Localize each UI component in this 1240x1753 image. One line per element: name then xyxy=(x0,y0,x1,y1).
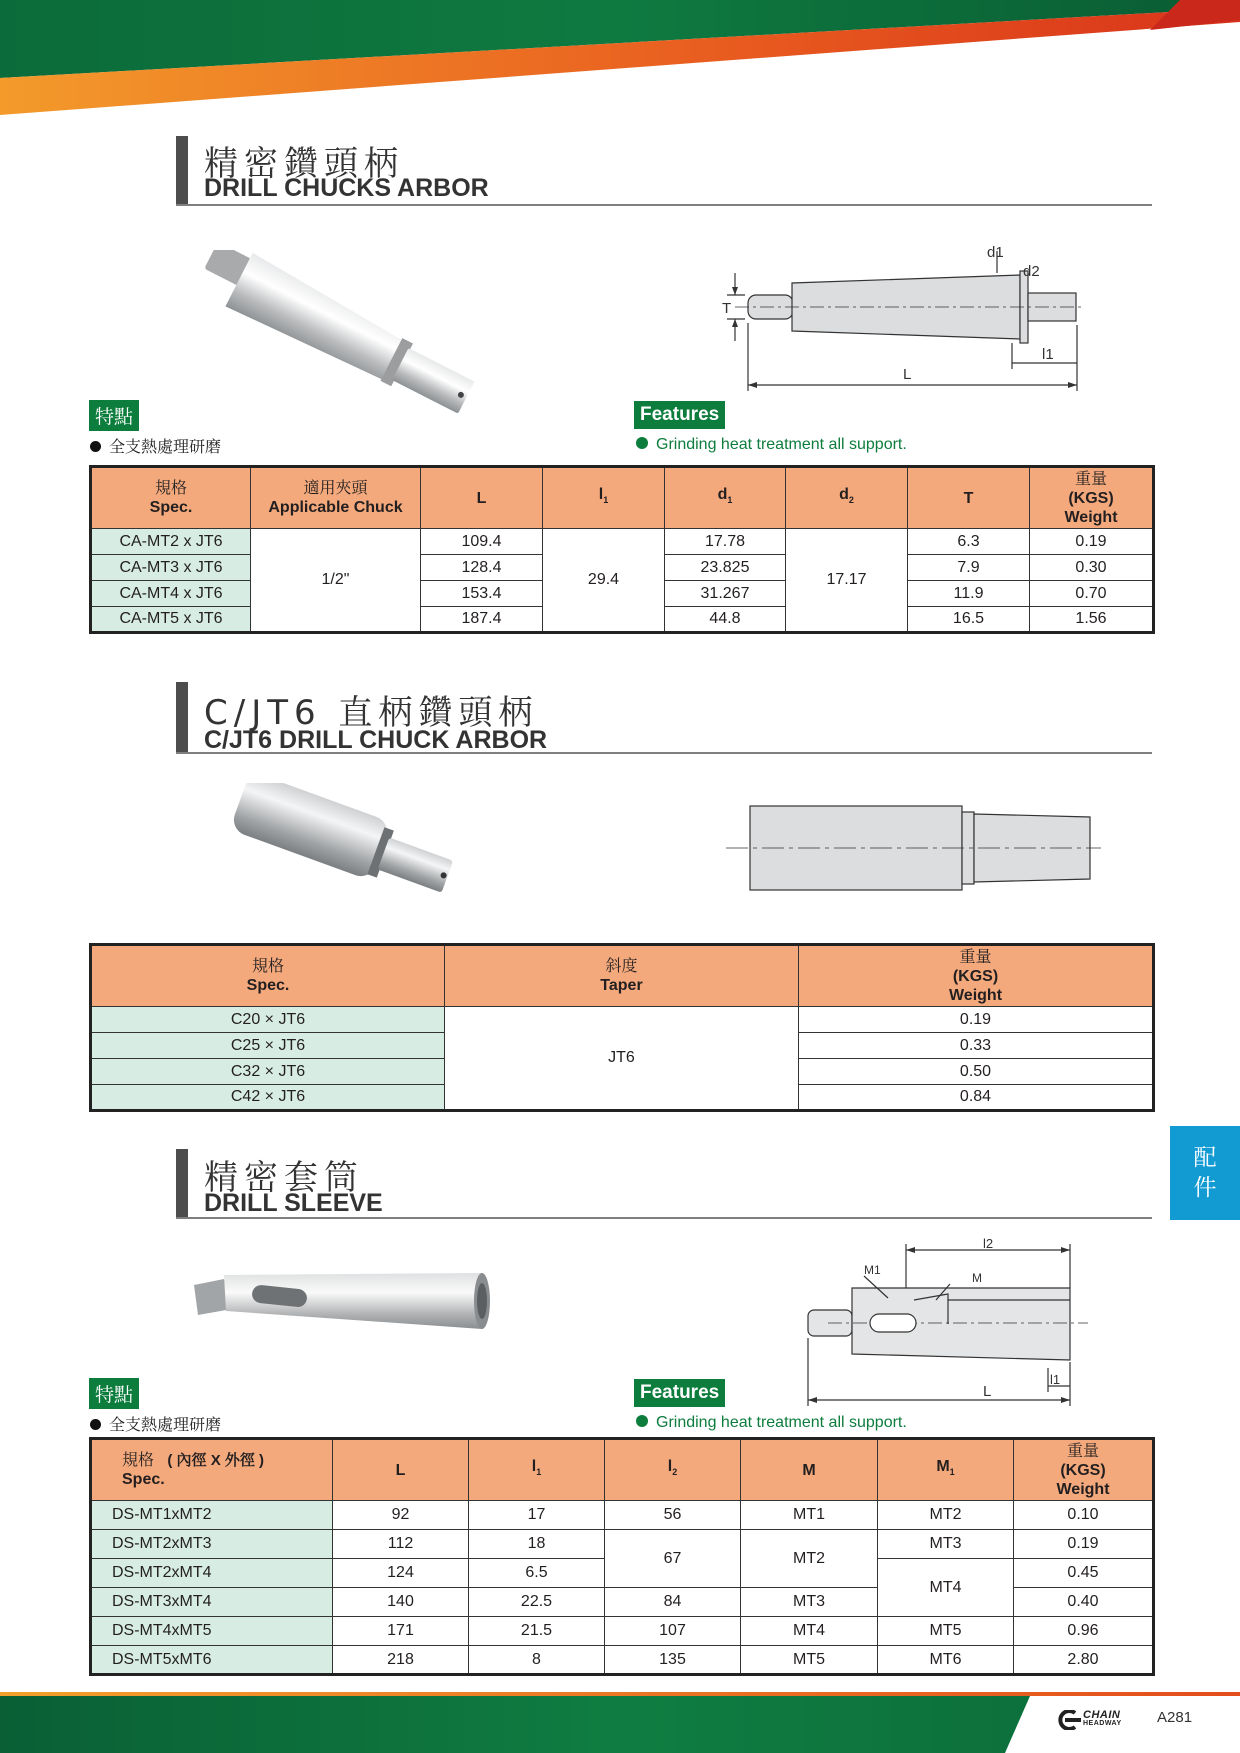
table-row xyxy=(91,1617,1154,1646)
cell-spec: C42 × JT6 xyxy=(91,1085,445,1111)
cell-L: 109.4 xyxy=(421,529,543,555)
table-row xyxy=(91,1501,1154,1530)
table-header-row xyxy=(91,467,1154,529)
section-title-zh: 精密套筒 xyxy=(204,1158,364,1198)
table-row xyxy=(91,1007,1154,1033)
cell-T: 16.5 xyxy=(908,607,1030,633)
features-zh-tag: 特點 xyxy=(89,1378,139,1409)
brand-name: CHAIN xyxy=(1083,1709,1121,1721)
cell-d1: 17.78 xyxy=(665,529,786,555)
cell-M: MT3 xyxy=(741,1588,878,1617)
cell-weight: 0.50 xyxy=(799,1059,1154,1085)
cell-l2: 67 xyxy=(605,1530,741,1588)
cell-weight: 0.19 xyxy=(1030,529,1154,555)
dim-label-l1: l1 xyxy=(1050,1372,1061,1387)
cell-l1: 17 xyxy=(469,1501,605,1530)
col-weight: 重量 (KGS) Weight xyxy=(1030,467,1154,529)
col-weight: 重量 (KGS) Weight xyxy=(799,945,1154,1007)
cell-l1: 22.5 xyxy=(469,1588,605,1617)
cell-L: 218 xyxy=(333,1646,469,1675)
col-spec: 規格 ( 內徑 X 外徑 ) Spec. xyxy=(91,1439,333,1501)
dim-label-M: M xyxy=(972,1271,982,1285)
cell-l2: 56 xyxy=(605,1501,741,1530)
cell-weight: 0.19 xyxy=(799,1007,1154,1033)
section-title-en: DRILL CHUCKS ARBOR xyxy=(204,174,489,202)
table-header-row xyxy=(91,945,1154,1007)
col-l1: $l_1$ xyxy=(543,467,665,529)
side-tab-line1: 配 xyxy=(1193,1145,1217,1171)
cell-weight: 0.19 xyxy=(1014,1530,1154,1559)
cell-spec: CA-MT2 x JT6 xyxy=(91,529,251,555)
features-zh-text: 全支熱處理研磨 xyxy=(109,437,222,456)
col-M1: $M_1$ xyxy=(878,1439,1014,1501)
drill-sleeve-table xyxy=(89,1437,1155,1676)
cell-spec: C25 × JT6 xyxy=(91,1033,445,1059)
cell-weight: 0.40 xyxy=(1014,1588,1154,1617)
side-tab-line2: 件 xyxy=(1193,1175,1217,1201)
section-header-drill-chucks-arbor xyxy=(176,136,1152,206)
cell-L: 112 xyxy=(333,1530,469,1559)
cell-L: 153.4 xyxy=(421,581,543,607)
cell-M: MT1 xyxy=(741,1501,878,1530)
cell-L: 187.4 xyxy=(421,607,543,633)
cell-L: 92 xyxy=(333,1501,469,1530)
cell-T: 11.9 xyxy=(908,581,1030,607)
drill-chuck-arbor-drawing xyxy=(715,243,1090,395)
cell-T: 6.3 xyxy=(908,529,1030,555)
dim-label-d1: d1 xyxy=(987,244,1004,261)
cell-l1: 6.5 xyxy=(469,1559,605,1588)
cell-spec: DS-MT2xMT3 xyxy=(91,1530,333,1559)
brand-logo xyxy=(1055,1708,1135,1732)
cell-weight: 2.80 xyxy=(1014,1646,1154,1675)
dim-label-d2: d2 xyxy=(1023,263,1040,280)
cell-l1: 21.5 xyxy=(469,1617,605,1646)
cell-d1: 31.267 xyxy=(665,581,786,607)
cell-weight: 1.56 xyxy=(1030,607,1154,633)
cell-weight: 0.30 xyxy=(1030,555,1154,581)
cell-L: 171 xyxy=(333,1617,469,1646)
dim-label-l2: l2 xyxy=(983,1238,994,1251)
cell-spec: DS-MT5xMT6 xyxy=(91,1646,333,1675)
header-banner xyxy=(0,0,1240,120)
col-d1: $d_1$ xyxy=(665,467,786,529)
col-L: L xyxy=(421,467,543,529)
cell-weight: 0.84 xyxy=(799,1085,1154,1111)
cell-T: 7.9 xyxy=(908,555,1030,581)
features-en-item xyxy=(636,1414,907,1432)
cell-spec: DS-MT2xMT4 xyxy=(91,1559,333,1588)
section-title-en: DRILL SLEEVE xyxy=(204,1189,383,1217)
cell-d2: 17.17 xyxy=(786,529,908,633)
col-T: T xyxy=(908,467,1030,529)
dim-label-T: T xyxy=(722,300,732,317)
cell-chuck: 1/2" xyxy=(251,529,421,633)
dim-label-M1: M1 xyxy=(864,1263,881,1277)
table-row xyxy=(91,529,1154,555)
cell-M: MT5 xyxy=(741,1646,878,1675)
cell-spec: CA-MT5 x JT6 xyxy=(91,607,251,633)
col-applicable-chuck: 適用夾頭 Applicable Chuck xyxy=(251,467,421,529)
col-d2: $d_2$ xyxy=(786,467,908,529)
cell-l2: 107 xyxy=(605,1617,741,1646)
cell-spec: CA-MT4 x JT6 xyxy=(91,581,251,607)
cell-M1: MT5 xyxy=(878,1617,1014,1646)
cell-weight: 0.45 xyxy=(1014,1559,1154,1588)
cell-spec: CA-MT3 x JT6 xyxy=(91,555,251,581)
col-l1: $l_1$ xyxy=(469,1439,605,1501)
drill-sleeve-drawing xyxy=(798,1238,1098,1408)
dim-label-L: L xyxy=(903,366,912,383)
dim-label-l1: l1 xyxy=(1042,346,1054,363)
col-taper: 斜度 Taper xyxy=(445,945,799,1007)
cell-d1: 44.8 xyxy=(665,607,786,633)
cell-l1: 29.4 xyxy=(543,529,665,633)
col-spec: 規格 Spec. xyxy=(91,945,445,1007)
cell-spec: DS-MT4xMT5 xyxy=(91,1617,333,1646)
cell-l2: 84 xyxy=(605,1588,741,1617)
cell-spec: C20 × JT6 xyxy=(91,1007,445,1033)
cell-weight: 0.70 xyxy=(1030,581,1154,607)
cell-L: 140 xyxy=(333,1588,469,1617)
col-L: L xyxy=(333,1439,469,1501)
footer-banner xyxy=(0,1690,1240,1753)
section-header-drill-sleeve xyxy=(176,1149,1152,1219)
cjt6-arbor-photo xyxy=(225,783,470,918)
col-weight: 重量 (KGS) Weight xyxy=(1014,1439,1154,1501)
cell-M1: MT4 xyxy=(878,1559,1014,1617)
features-en-tag: Features xyxy=(634,1379,725,1407)
cell-spec: DS-MT1xMT2 xyxy=(91,1501,333,1530)
features-en-tag: Features xyxy=(634,401,725,429)
features-en-text: Grinding heat treatment all support. xyxy=(656,1414,907,1431)
features-en-text: Grinding heat treatment all support. xyxy=(656,436,907,453)
table-row xyxy=(91,1646,1154,1675)
drill-chucks-arbor-table xyxy=(89,465,1155,634)
chain-logo-icon xyxy=(1055,1710,1081,1730)
cell-weight: 0.10 xyxy=(1014,1501,1154,1530)
table-header-row xyxy=(91,1439,1154,1501)
col-M: M xyxy=(741,1439,878,1501)
table-row xyxy=(91,1530,1154,1559)
cell-taper: JT6 xyxy=(445,1007,799,1111)
cell-M1: MT2 xyxy=(878,1501,1014,1530)
cell-l1: 8 xyxy=(469,1646,605,1675)
cell-M1: MT6 xyxy=(878,1646,1014,1675)
section-title-en: C/JT6 DRILL CHUCK ARBOR xyxy=(204,726,548,754)
dim-label-L: L xyxy=(983,1383,992,1400)
cell-L: 124 xyxy=(333,1559,469,1588)
cell-spec: C32 × JT6 xyxy=(91,1059,445,1085)
brand-sub: HEADWAY xyxy=(1083,1720,1122,1727)
cjt6-arbor-table xyxy=(89,943,1155,1112)
cell-l1: 18 xyxy=(469,1530,605,1559)
cell-weight: 0.96 xyxy=(1014,1617,1154,1646)
drill-sleeve-photo xyxy=(192,1265,502,1340)
features-en-item xyxy=(636,436,907,454)
features-zh-tag: 特點 xyxy=(89,400,139,431)
category-side-tab[interactable] xyxy=(1170,1126,1240,1220)
section-header-cjt6-arbor xyxy=(176,682,1152,754)
cell-weight: 0.33 xyxy=(799,1033,1154,1059)
section-title-zh: C/JT6 直柄鑽頭柄 xyxy=(204,693,539,733)
cell-L: 128.4 xyxy=(421,555,543,581)
drill-chuck-arbor-photo xyxy=(190,250,510,420)
cell-d1: 23.825 xyxy=(665,555,786,581)
cell-M: MT2 xyxy=(741,1530,878,1588)
col-l2: $l_2$ xyxy=(605,1439,741,1501)
features-zh-text: 全支熱處理研磨 xyxy=(109,1415,222,1434)
page-number: A281 xyxy=(1157,1709,1193,1726)
col-spec: 規格 Spec. xyxy=(91,467,251,529)
cjt6-arbor-drawing xyxy=(726,800,1101,895)
section-title-zh: 精密鑽頭柄 xyxy=(204,144,404,184)
cell-M1: MT3 xyxy=(878,1530,1014,1559)
features-zh-item xyxy=(90,1412,221,1435)
cell-l2: 135 xyxy=(605,1646,741,1675)
features-zh-item xyxy=(90,434,221,457)
cell-M: MT4 xyxy=(741,1617,878,1646)
cell-spec: DS-MT3xMT4 xyxy=(91,1588,333,1617)
